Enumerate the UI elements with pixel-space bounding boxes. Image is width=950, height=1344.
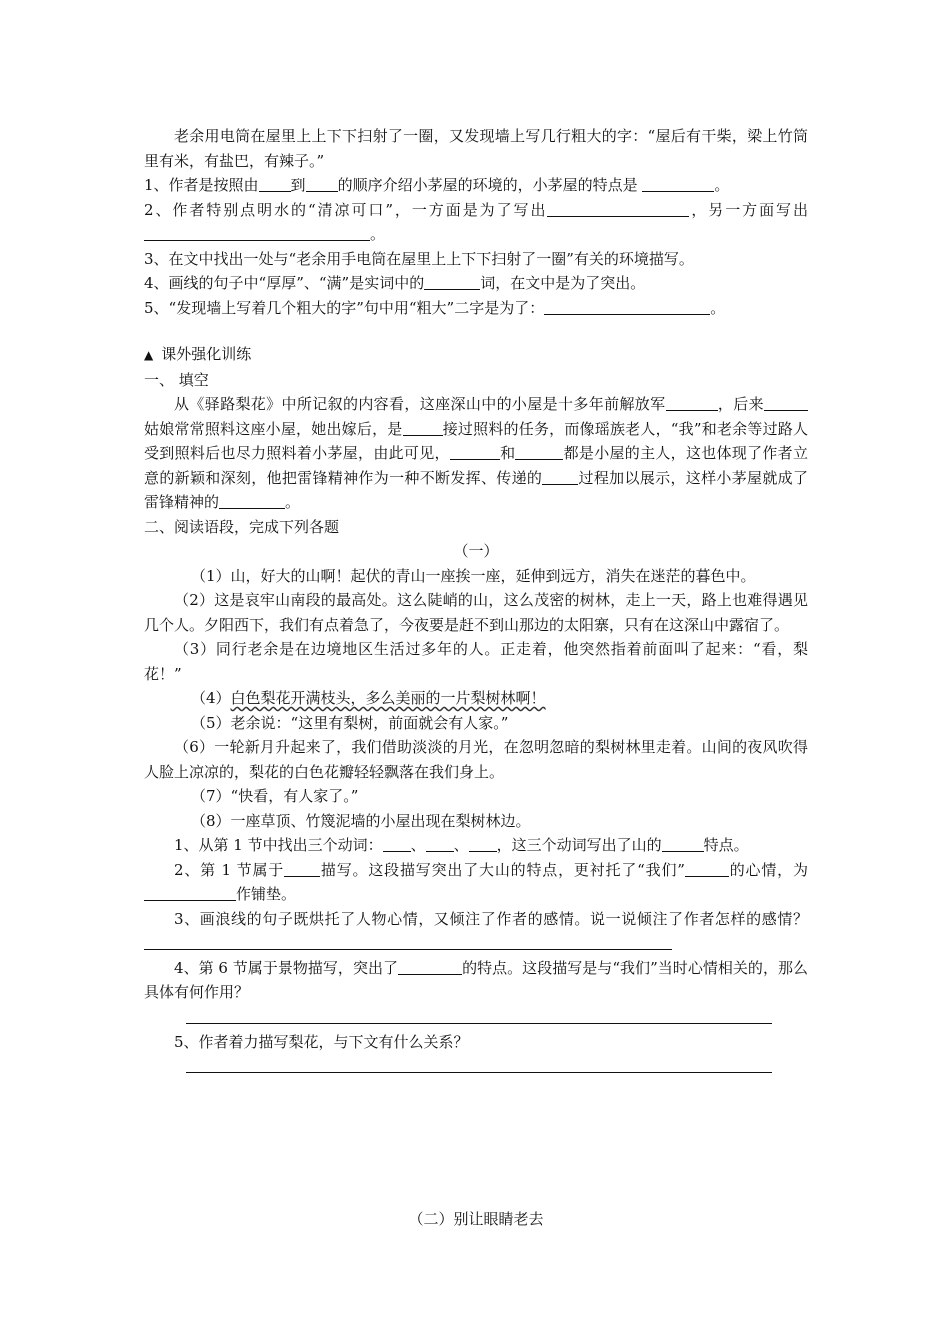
reading-para-2: （2）这是哀牢山南段的最高处。这么陡峭的山，这么茂密的树林，走上一天，路上也难得遇见几个人。夕阳西下，我们有点着急了，今夜要是赶不到山那边的太阳寨，只有在这深山中露宿了。 xyxy=(144,591,808,634)
answer-line[interactable] xyxy=(144,934,672,950)
question-4 xyxy=(144,271,808,296)
q2-text-c: 。 xyxy=(370,225,386,243)
part1-text-6: 都是小屋的主人，这也体现了作者立意的新颖和深刻，他把雷锋精神作为一种不断发挥、传递的 xyxy=(144,444,808,487)
part1-text-5: 和 xyxy=(499,444,516,462)
reading-para-6: （6）一轮新月升起来了，我们借助淡淡的月光，在忽明忽暗的梨树林里走着。山间的夜风吹得人脸上凉凉的，梨花的白色花瓣轻轻飘落在我们身上。 xyxy=(144,738,808,781)
wavy-underlined-sentence: 白色梨花开满枝头，多么美丽的一片梨树林啊！ xyxy=(230,689,546,707)
spacer xyxy=(144,320,808,342)
rq2-text-b: 描写。这段描写突出了大山的特点，更衬托了“我们” xyxy=(320,860,685,879)
part2-heading: 二、阅读语段，完成下列各题 xyxy=(144,517,340,536)
worksheet-page xyxy=(144,124,809,1228)
blank[interactable] xyxy=(642,176,714,192)
rq4-text-b: 的特点。这段描写是与“我们”当时心情相关的，那么具体有何作用？ xyxy=(144,958,809,1001)
reading-question-1 xyxy=(144,833,808,858)
triangle-icon: ▲ xyxy=(144,348,154,362)
blank[interactable] xyxy=(403,420,443,436)
reading-para-3: （3）同行老余是在边境地区生活过多年的人。正走着，他突然指着前面叫了起来：“看，梨花！” xyxy=(144,640,808,683)
blank[interactable] xyxy=(547,201,689,217)
reading-para-5: （5）老余说：“这里有梨树，前面就会有人家。” xyxy=(191,713,509,732)
blank[interactable] xyxy=(666,395,718,411)
rq4-text-a: 4、第 6 节属于景物描写，突出了 xyxy=(174,958,399,977)
blank[interactable] xyxy=(219,493,285,509)
q2-text-a: 2、作者特别点明水的“清凉可口”，一方面是为了写出 xyxy=(144,200,548,219)
rq1-text-d: ，这三个动词写出了山的 xyxy=(496,836,662,854)
q4-text-b: 词，在文中是为了突出。 xyxy=(480,274,646,292)
blank[interactable] xyxy=(424,274,480,290)
rq1-text-e: 特点。 xyxy=(703,836,749,854)
reading-para-7: （7）“快看，有人家了。” xyxy=(191,787,359,805)
blank[interactable] xyxy=(515,444,563,460)
part2-subheading-1: （一） xyxy=(453,542,499,560)
part1-text-1: 从《驿路梨花》中所记叙的内容看，这座深山中的小屋是十多年前解放军 xyxy=(174,395,666,413)
blank[interactable] xyxy=(685,861,729,877)
question-1 xyxy=(144,173,808,198)
part1-text-3: 姑娘常常照料这座小屋，她出嫁后，是 xyxy=(144,419,403,438)
reading-question-4 xyxy=(144,956,808,1005)
rq5-text-a: 5、作者着力描写梨花，与下文有什么关系？ xyxy=(174,1032,469,1051)
reading-question-2 xyxy=(144,858,808,907)
part1-text-4: 接过照料的任务，而像瑶族老人，“我”和老余等过路人受到照料后也尽力照料着小茅屋，由此可见， xyxy=(144,419,808,462)
part1-paragraph xyxy=(144,392,808,515)
q4-text-a: 4、画线的句子中“厚厚”、“满”是实词中的 xyxy=(144,274,425,292)
rq3-text-a: 3、画浪线的句子既烘托了人物心情，又倾注了作者的感情。说一说倾注了作者怎样的感情？ xyxy=(174,909,808,928)
rq1-text-a: 1、从第 1 节中找出三个动词： xyxy=(174,836,383,854)
part1-text-7: 过程加以展示，这样小茅屋就成了雷锋精神的 xyxy=(144,468,808,511)
intro-paragraph xyxy=(144,124,808,173)
q3-text: 3、在文中找出一处与“老余用手电筒在屋里上上下下扫射了一圈”有关的环境描写。 xyxy=(144,249,694,268)
reading-question-3 xyxy=(144,907,808,956)
blank[interactable] xyxy=(306,176,338,192)
blank[interactable] xyxy=(398,959,462,975)
rq2-text-a: 2、第 1 节属于 xyxy=(174,860,285,879)
question-5 xyxy=(144,296,808,321)
rq2-text-d: 作铺垫。 xyxy=(236,885,297,903)
blank[interactable] xyxy=(542,469,578,485)
question-3 xyxy=(144,247,808,272)
blank[interactable] xyxy=(450,444,500,460)
part2-subheading-2: （二）别让眼睛老去 xyxy=(408,1210,544,1228)
blank[interactable] xyxy=(764,395,808,411)
blank[interactable] xyxy=(383,836,411,852)
section-title: 课外强化训练 xyxy=(161,345,252,363)
q1-text-c: 的顺序介绍小茅屋的环境的，小茅屋的特点是 xyxy=(337,176,643,194)
blank[interactable] xyxy=(662,836,704,852)
reading-para-8: （8）一座草顶、竹篾泥墙的小屋出现在梨树林边。 xyxy=(191,811,531,830)
part1-text-8: 。 xyxy=(285,493,301,511)
q2-text-b: ，另一方面写出 xyxy=(689,200,808,219)
answer-line[interactable] xyxy=(186,1054,772,1073)
q1-text-a: 1、作者是按照由 xyxy=(144,176,259,194)
blank[interactable] xyxy=(144,885,236,901)
q1-text-d: 。 xyxy=(714,176,730,194)
blank[interactable] xyxy=(469,836,497,852)
reading-para-4 xyxy=(144,686,808,711)
intro-text: 老余用电筒在屋里上上下下扫射了一圈，又发现墙上写几行粗大的字：“屋后有干柴，梁上竹筒里有米，有盐巴，有辣子。” xyxy=(144,127,808,170)
blank[interactable] xyxy=(284,861,320,877)
question-2 xyxy=(144,198,808,247)
rq2-text-c: 的心情，为 xyxy=(728,860,808,879)
section-extracurricular xyxy=(144,342,808,368)
blank[interactable] xyxy=(259,176,291,192)
reading-question-5 xyxy=(144,1030,808,1055)
rq1-text-b: 、 xyxy=(410,836,426,854)
rq1-text-c: 、 xyxy=(453,836,469,854)
blank[interactable] xyxy=(426,836,454,852)
para4-label: （4） xyxy=(191,689,231,707)
blank[interactable] xyxy=(144,225,370,241)
q1-text-b: 到 xyxy=(290,176,306,194)
blank[interactable] xyxy=(544,299,710,315)
part1-text-2: ，后来 xyxy=(717,395,764,413)
answer-line[interactable] xyxy=(186,1005,772,1024)
reading-para-1: （1）山，好大的山啊！起伏的青山一座挨一座，延伸到远方，消失在迷茫的暮色中。 xyxy=(191,566,756,585)
q5-text-a: 5、“发现墙上写着几个粗大的字”句中用“粗大”二字是为了： xyxy=(144,298,545,317)
part1-heading: 一、 填空 xyxy=(144,370,209,389)
q5-text-b: 。 xyxy=(710,298,726,317)
